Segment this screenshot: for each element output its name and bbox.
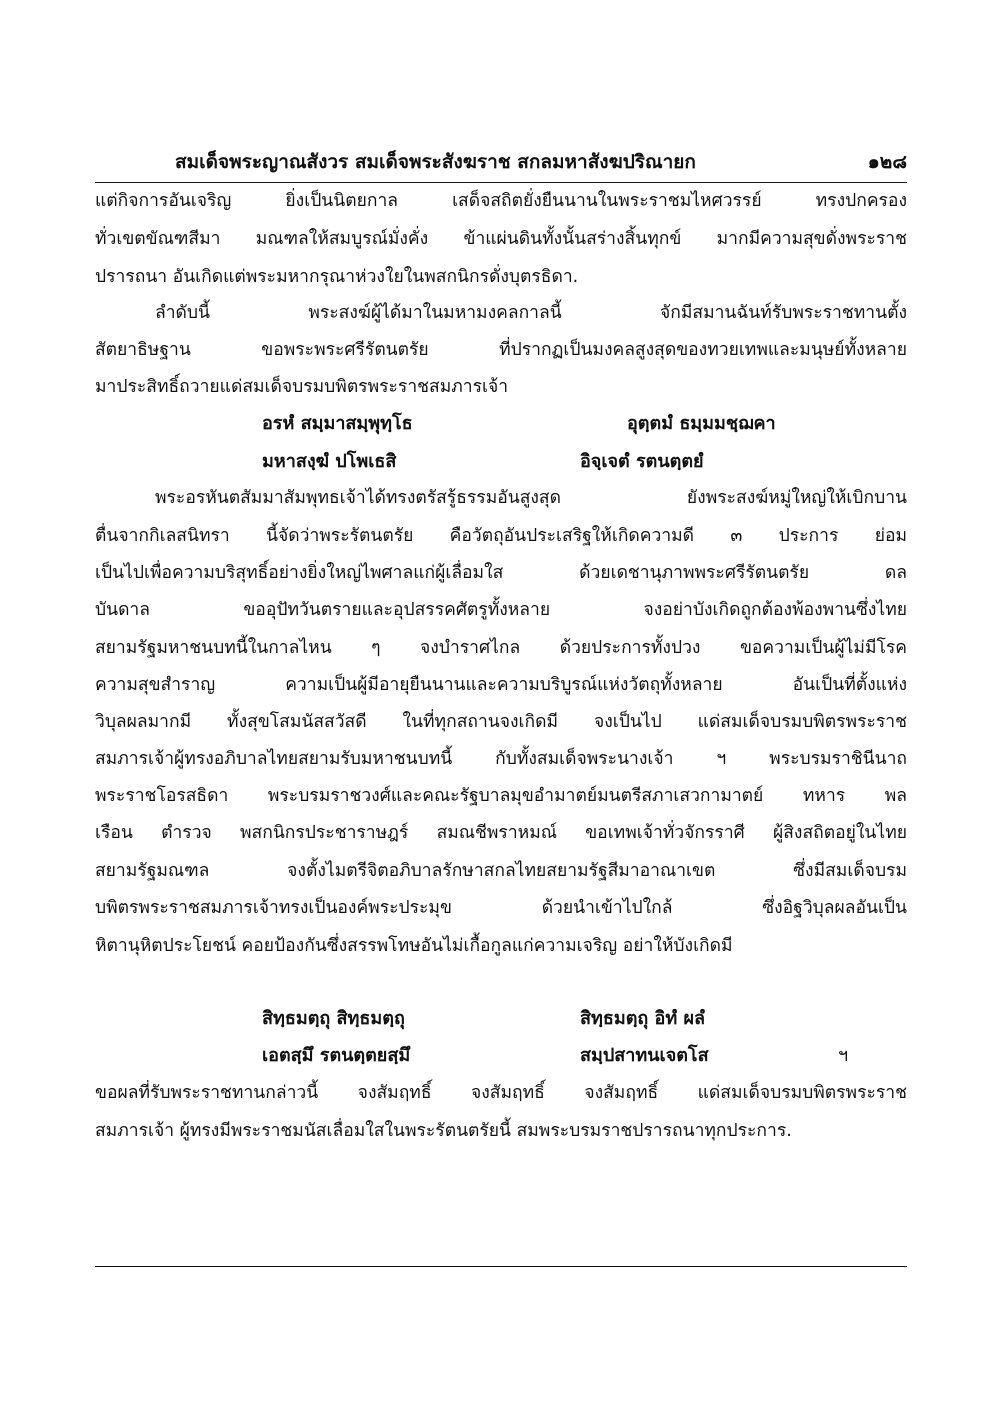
page-header <box>95 148 907 183</box>
verse-line: เอตสฺมึ รตนตฺตยสฺมึ <box>262 1045 411 1066</box>
footer-rule <box>95 1266 907 1267</box>
paragraph-line: สัตยาธิษฐาน ขอพระพระศรีรัตนตรัย ที่ปรากฏเป็นมงคลสูงสุดของทวยเทพและมนุษย์ทั้งหลาย <box>95 340 907 360</box>
page-number: ๑๒๘ <box>867 151 907 173</box>
paragraph-line: มาประสิทธิ์ถวายแด่สมเด็จบรมบพิตรพระราชสมภารเจ้า <box>95 377 509 397</box>
paragraph-line: บพิตรพระราชสมภารเจ้าทรงเป็นองค์พระประมุข ด้วยนำเข้าไปใกล้ ซึ่งอิฐวิบุลผลอันเป็น <box>95 898 907 918</box>
paragraph-line: บันดาล ขออุปัทวันตรายและอุปสรรคศัตรูทั้งหลาย จงอย่าบังเกิดถูกต้องพ้องพานซึ่งไทย <box>95 600 907 620</box>
paragraph-line: พระราชโอรสธิดา พระบรมราชวงศ์และคณะรัฐบาลมุขอำมาตย์มนตรีสภาเสวกามาตย์ ทหาร พล <box>95 786 907 806</box>
verse-line: สิทฺธมตฺถุ อิทํ ผลํ <box>580 1008 706 1029</box>
verse-line: อิจฺเจตํ รตนตฺตยํ <box>580 451 704 472</box>
paragraph-line: ลำดับนี้ พระสงฆ์ผู้ได้มาในมหามงคลกาลนี้ จักมีสมานฉันท์รับพระราชทานตั้ง <box>155 303 907 323</box>
paragraph-line: ความสุขสำราญ ความเป็นผู้มีอายุยืนนานและความบริบูรณ์แห่งวัตถุทั้งหลาย อันเป็นที่ตั้งแห่ง <box>95 675 907 695</box>
verse-line: สิทฺธมตฺถุ สิทฺธมตฺถุ <box>262 1008 405 1029</box>
verse-line: อุตฺตมํ ธมฺมมชฺฌคา <box>627 413 776 434</box>
paragraph-line: เรือน ตำรวจ พสกนิกรประชาราษฎร์ สมณชีพราหมณ์ ขอเทพเจ้าทั่วจักรราศี ผู้สิงสถิตอยู่ในไทย <box>95 823 907 843</box>
paragraph-line: ทั่วเขตขัณฑสีมา มณฑลให้สมบูรณ์มั่งคั่ง ข้าแผ่นดินทั้งนั้นสร่างสิ้นทุกข์ มากมีความสุขดั่งพระราช <box>95 229 907 249</box>
paragraph-line: สมภารเจ้า ผู้ทรงมีพระราชมนัสเลื่อมใสในพระรัตนตรัยนี้ สมพระบรมราชปรารถนาทุกประการ. <box>95 1121 792 1141</box>
paragraph-line: สยามรัฐมหาชนบทนี้ในกาลไหน ๆ จงบำราศไกล ด้วยประการทั้งปวง ขอความเป็นผู้ไม่มีโรค <box>95 638 907 658</box>
paragraph-line: เป็นไปเพื่อความบริสุทธิ์อย่างยิ่งใหญ่ไพศาลแก่ผู้เลื่อมใส ด้วยเดชานุภาพพระศรีรัตนตรัย ดล <box>95 563 907 583</box>
verse-line: สมฺปสาทนเจตโส <box>580 1045 709 1066</box>
paragraph-line: หิตานุหิตประโยชน์ คอยป้องกันซึ่งสรรพโทษอันไม่เกื้อกูลแก่ความเจริญ อย่าให้บังเกิดมี <box>95 936 733 956</box>
paragraph-line: วิบุลผลมากมี ทั้งสุขโสมนัสสวัสดี ในที่ทุกสถานจงเกิดมี จงเป็นไป แด่สมเด็จบรมบพิตรพระราช <box>95 712 907 732</box>
paragraph-line: แต่กิจการอันเจริญ ยิ่งเป็นนิตยกาล เสด็จสถิตยั่งยืนนานในพระราชมไหศวรรย์ ทรงปกครอง <box>95 191 907 211</box>
verse-line: อรหํ สมฺมาสมฺพุทฺโธ <box>262 413 413 434</box>
paragraph-line: ปรารถนา อันเกิดแต่พระมหากรุณาห่วงใยในพสกนิกรดั่งบุตรธิดา. <box>95 267 579 287</box>
verse-end-mark: ฯ <box>838 1045 849 1066</box>
paragraph-line: สมภารเจ้าผู้ทรงอภิบาลไทยสยามรับมหาชนบทนี้ กับทั้งสมเด็จพระนางเจ้า ฯ พระบรมราชินีนาถ <box>95 749 907 769</box>
paragraph-line: สยามรัฐมณฑล จงตั้งไมตรีจิตอภิบาลรักษาสกลไทยสยามรัฐสีมาอาณาเขต ซึ่งมีสมเด็จบรม <box>95 861 907 881</box>
paragraph-line: พระอรหันตสัมมาสัมพุทธเจ้าได้ทรงตรัสรู้ธรรมอันสูงสุด ยังพระสงฆ์หมู่ใหญ่ให้เบิกบาน <box>155 488 907 508</box>
paragraph-line: ตื่นจากกิเลสนิทรา นี้จัดว่าพระรัตนตรัย คือวัตถุอันประเสริฐให้เกิดความดี ๓ ประการ ย่อม <box>95 526 907 546</box>
paragraph-line: ขอผลที่รับพระราชทานกล่าวนี้ จงสัมฤทธิ์ จงสัมฤทธิ์ จงสัมฤทธิ์ แด่สมเด็จบรมบพิตรพระราช <box>95 1083 907 1103</box>
header-title: สมเด็จพระญาณสังวร สมเด็จพระสังฆราช สกลมหาสังฆปริณายก <box>175 151 696 173</box>
verse-line: มหาสงฺฆํ ปโพเธสิ <box>262 451 397 472</box>
